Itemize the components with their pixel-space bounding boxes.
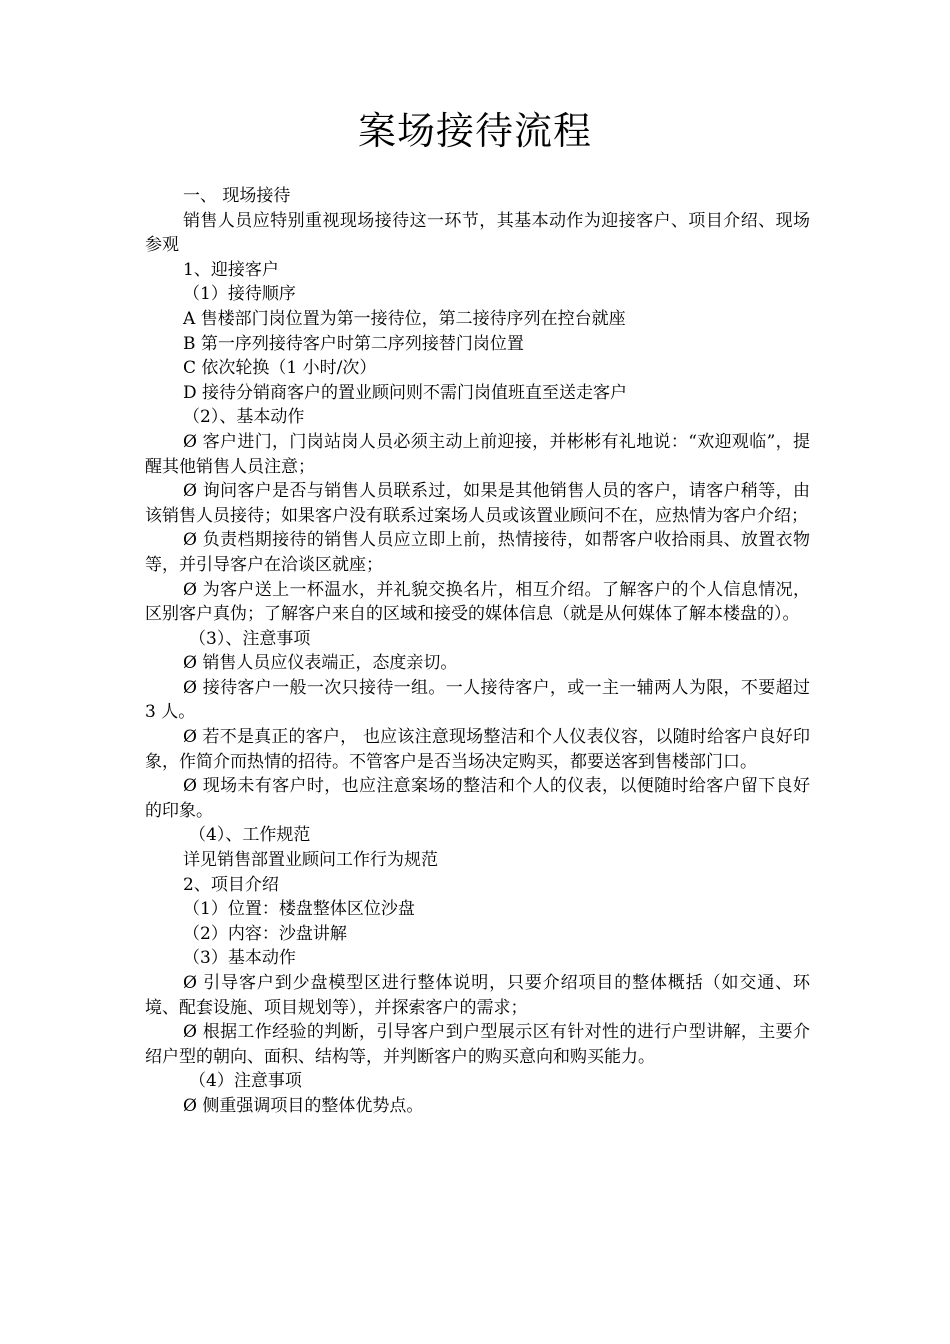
bullet-paragraph: Ø 客户进门，门岗站岗人员必须主动上前迎接，并彬彬有礼地说：“欢迎观临”，提醒其他销售人员注意； xyxy=(145,431,810,477)
list-item: B 第一序列接待客户时第二序列接替门岗位置 xyxy=(183,333,524,354)
bullet-paragraph: Ø 侧重强调项目的整体优势点。 xyxy=(183,1095,424,1116)
item-heading: （1）接待顺序 xyxy=(183,284,296,305)
item-heading: （2）、基本动作 xyxy=(183,407,305,428)
document-title: 案场接待流程 xyxy=(357,109,592,153)
item-heading: （2）内容：沙盘讲解 xyxy=(183,923,347,944)
bullet-paragraph: Ø 询问客户是否与销售人员联系过，如果是其他销售人员的客户，请客户稍等，由该销售人员接待；如果客户没有联系过案场人员或该置业顾问不在，应热情为客户介绍； xyxy=(145,481,810,526)
bullet-paragraph: Ø 现场未有客户时，也应注意案场的整洁和个人的仪表，以便随时给客户留下良好的印象。 xyxy=(145,776,810,821)
list-item: D 接待分销商客户的置业顾问则不需门岗值班直至送走客户 xyxy=(183,382,628,403)
item-heading: （1）位置：楼盘整体区位沙盘 xyxy=(183,899,415,920)
item-heading: （3）基本动作 xyxy=(183,948,296,969)
section-heading: 一、 现场接待 xyxy=(183,186,291,206)
bullet-paragraph: Ø 为客户送上一杯温水，并礼貌交换名片，相互介绍。了解客户的个人信息情况，区别客户真伪；了解客户来自的区域和接受的媒体信息（就是从何媒体了解本楼盘的）。 xyxy=(145,579,810,625)
bullet-paragraph: Ø 接待客户一般一次只接待一组。一人接待客户，或一主一辅两人为限，不要超过 3 人。 xyxy=(145,677,810,723)
list-item: A 售楼部门岗位置为第一接待位，第二接待序列在控台就座 xyxy=(183,308,626,329)
paragraph: 详见销售部置业顾问工作行为规范 xyxy=(183,850,438,871)
bullet-paragraph: Ø 销售人员应仪表端正，态度亲切。 xyxy=(183,653,458,674)
bullet-paragraph: Ø 引导客户到少盘模型区进行整体说明，只要介绍项目的整体概括（如交通、环境、配套设施、项目规划等），并探索客户的需求； xyxy=(145,973,810,1018)
item-heading: （4）注意事项 xyxy=(189,1071,302,1092)
bullet-paragraph: Ø 负责档期接待的销售人员应立即上前，热情接待，如帮客户收拾雨具、放置衣物等，并引导客户在洽谈区就座； xyxy=(145,530,810,575)
item-heading: （3）、注意事项 xyxy=(189,628,311,649)
bullet-paragraph: Ø 根据工作经验的判断，引导客户到户型展示区有针对性的进行户型讲解，主要介绍户型的朝向、面积、结构等，并判断客户的购买意向和购买能力。 xyxy=(145,1022,810,1067)
subsection-heading: 1、迎接客户 xyxy=(183,259,279,280)
bullet-paragraph: Ø 若不是真正的客户， 也应该注意现场整洁和个人仪表仪容，以随时给客户良好印象，作简介而热情的招待。不管客户是否当场决定购买，都要送客到售楼部门口。 xyxy=(145,727,810,772)
item-heading: （4）、工作规范 xyxy=(189,825,311,846)
list-item: C 依次轮换（1 小时/次） xyxy=(183,358,377,379)
paragraph: 销售人员应特别重视现场接待这一环节，其基本动作为迎接客户、项目介绍、现场参观 xyxy=(145,210,810,256)
subsection-heading: 2、项目介绍 xyxy=(183,874,279,895)
document-body xyxy=(145,184,810,1119)
